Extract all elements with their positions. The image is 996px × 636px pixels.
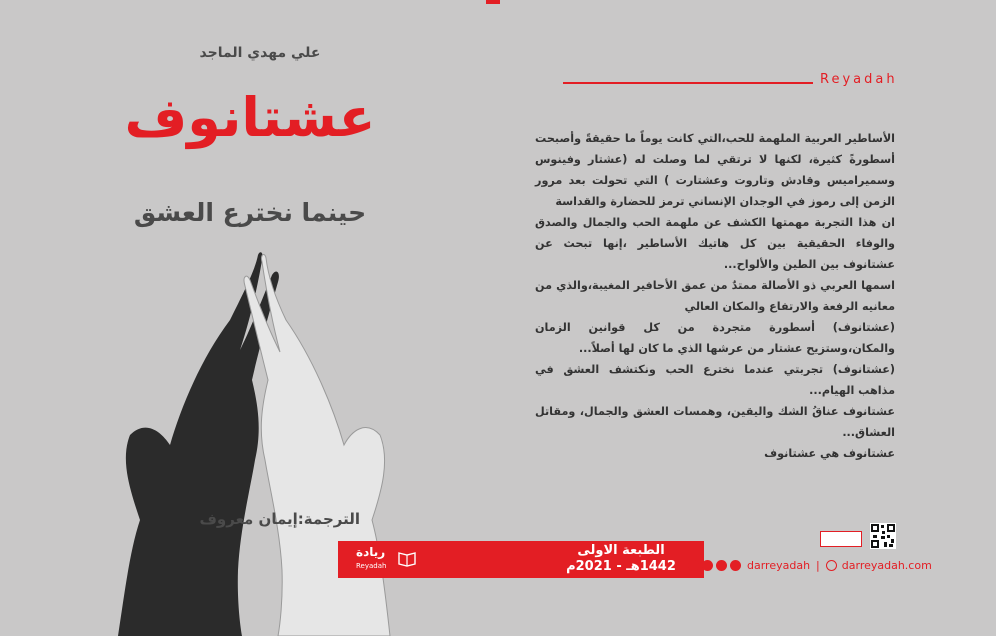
globe-icon bbox=[826, 560, 837, 571]
blurb-paragraph: (عشتانوف) تجربتي عندما نخترع الحب ونكتشف العشق في مذاهب الهيام... bbox=[535, 363, 895, 397]
twitter-icon bbox=[730, 560, 741, 571]
blurb-paragraph: اسمها العربي ذو الأصالة ممتدٌ من عمق الأحافير المغيبة،والذي من معانيه الرفعة والارتفاع والمكان العالي bbox=[535, 279, 895, 313]
website-url: darreyadah.com bbox=[841, 558, 932, 572]
back-cover-blurb bbox=[535, 128, 895, 464]
open-book-icon bbox=[398, 549, 416, 567]
blurb-paragraph: ان هذا التجربة مهمتها الكشف عن ملهمة الحب والجمال والصدق والوفاء الحقيقية بين كل هاتيك الأساطير ،إنها تبحث عن عشتانوف بين الطين والألواح... bbox=[535, 216, 895, 271]
blurb-paragraph: الأساطير العربية الملهمة للحب،التي كانت يوماً ما حقيقةً وأصبحت أسطورةً كثيرة، لكنها لا ترتقي لما وصلت له (عشتار وفينوس وسميراميس وقادش وتاروت وعشتارت ) التي تحولت بعد مرور الزمن إلى رموز في الوجدان الإنساني ترمز للحضارة والقداسة bbox=[535, 132, 895, 208]
edition-title: الطبعة الاولى bbox=[577, 543, 665, 558]
translator-name: الترجمة:إيمان معروف bbox=[199, 510, 360, 528]
facebook-icon bbox=[688, 560, 699, 571]
instagram-icon bbox=[702, 560, 713, 571]
blurb-paragraph: (عشتانوف) أسطورة متجردة من كل قوانين الزمان والمكان،وستزيح عشتار من عرشها الذي ما كان لها أصلاً... bbox=[535, 321, 895, 355]
brand-rule bbox=[563, 82, 813, 84]
publisher-logo bbox=[348, 544, 418, 576]
brand-label: Reyadah bbox=[820, 72, 898, 87]
book-subtitle: حينما نخترع العشق bbox=[133, 198, 367, 227]
social-handle: darreyadah bbox=[747, 558, 811, 572]
edition-info bbox=[565, 543, 677, 574]
qr-code-icon bbox=[870, 523, 896, 549]
blurb-paragraph: عشتانوف هي عشتانوف bbox=[764, 447, 895, 460]
logo-text-en: Reyadah bbox=[356, 562, 387, 570]
logo-text-ar: ريادة bbox=[356, 545, 386, 559]
youtube-icon bbox=[716, 560, 727, 571]
separator: | bbox=[816, 558, 820, 572]
book-title: عشتانوف bbox=[124, 86, 376, 149]
social-links bbox=[688, 557, 932, 573]
blurb-paragraph: عشتانوف عناقُ الشك واليقين، وهمسات العشق والجمال، ومقاتل العشاق... bbox=[535, 405, 895, 439]
barcode-area bbox=[820, 531, 862, 547]
author-name: علي مهدي الماجد bbox=[199, 45, 321, 61]
edition-date: 1442هـ - 2021م bbox=[566, 558, 676, 574]
